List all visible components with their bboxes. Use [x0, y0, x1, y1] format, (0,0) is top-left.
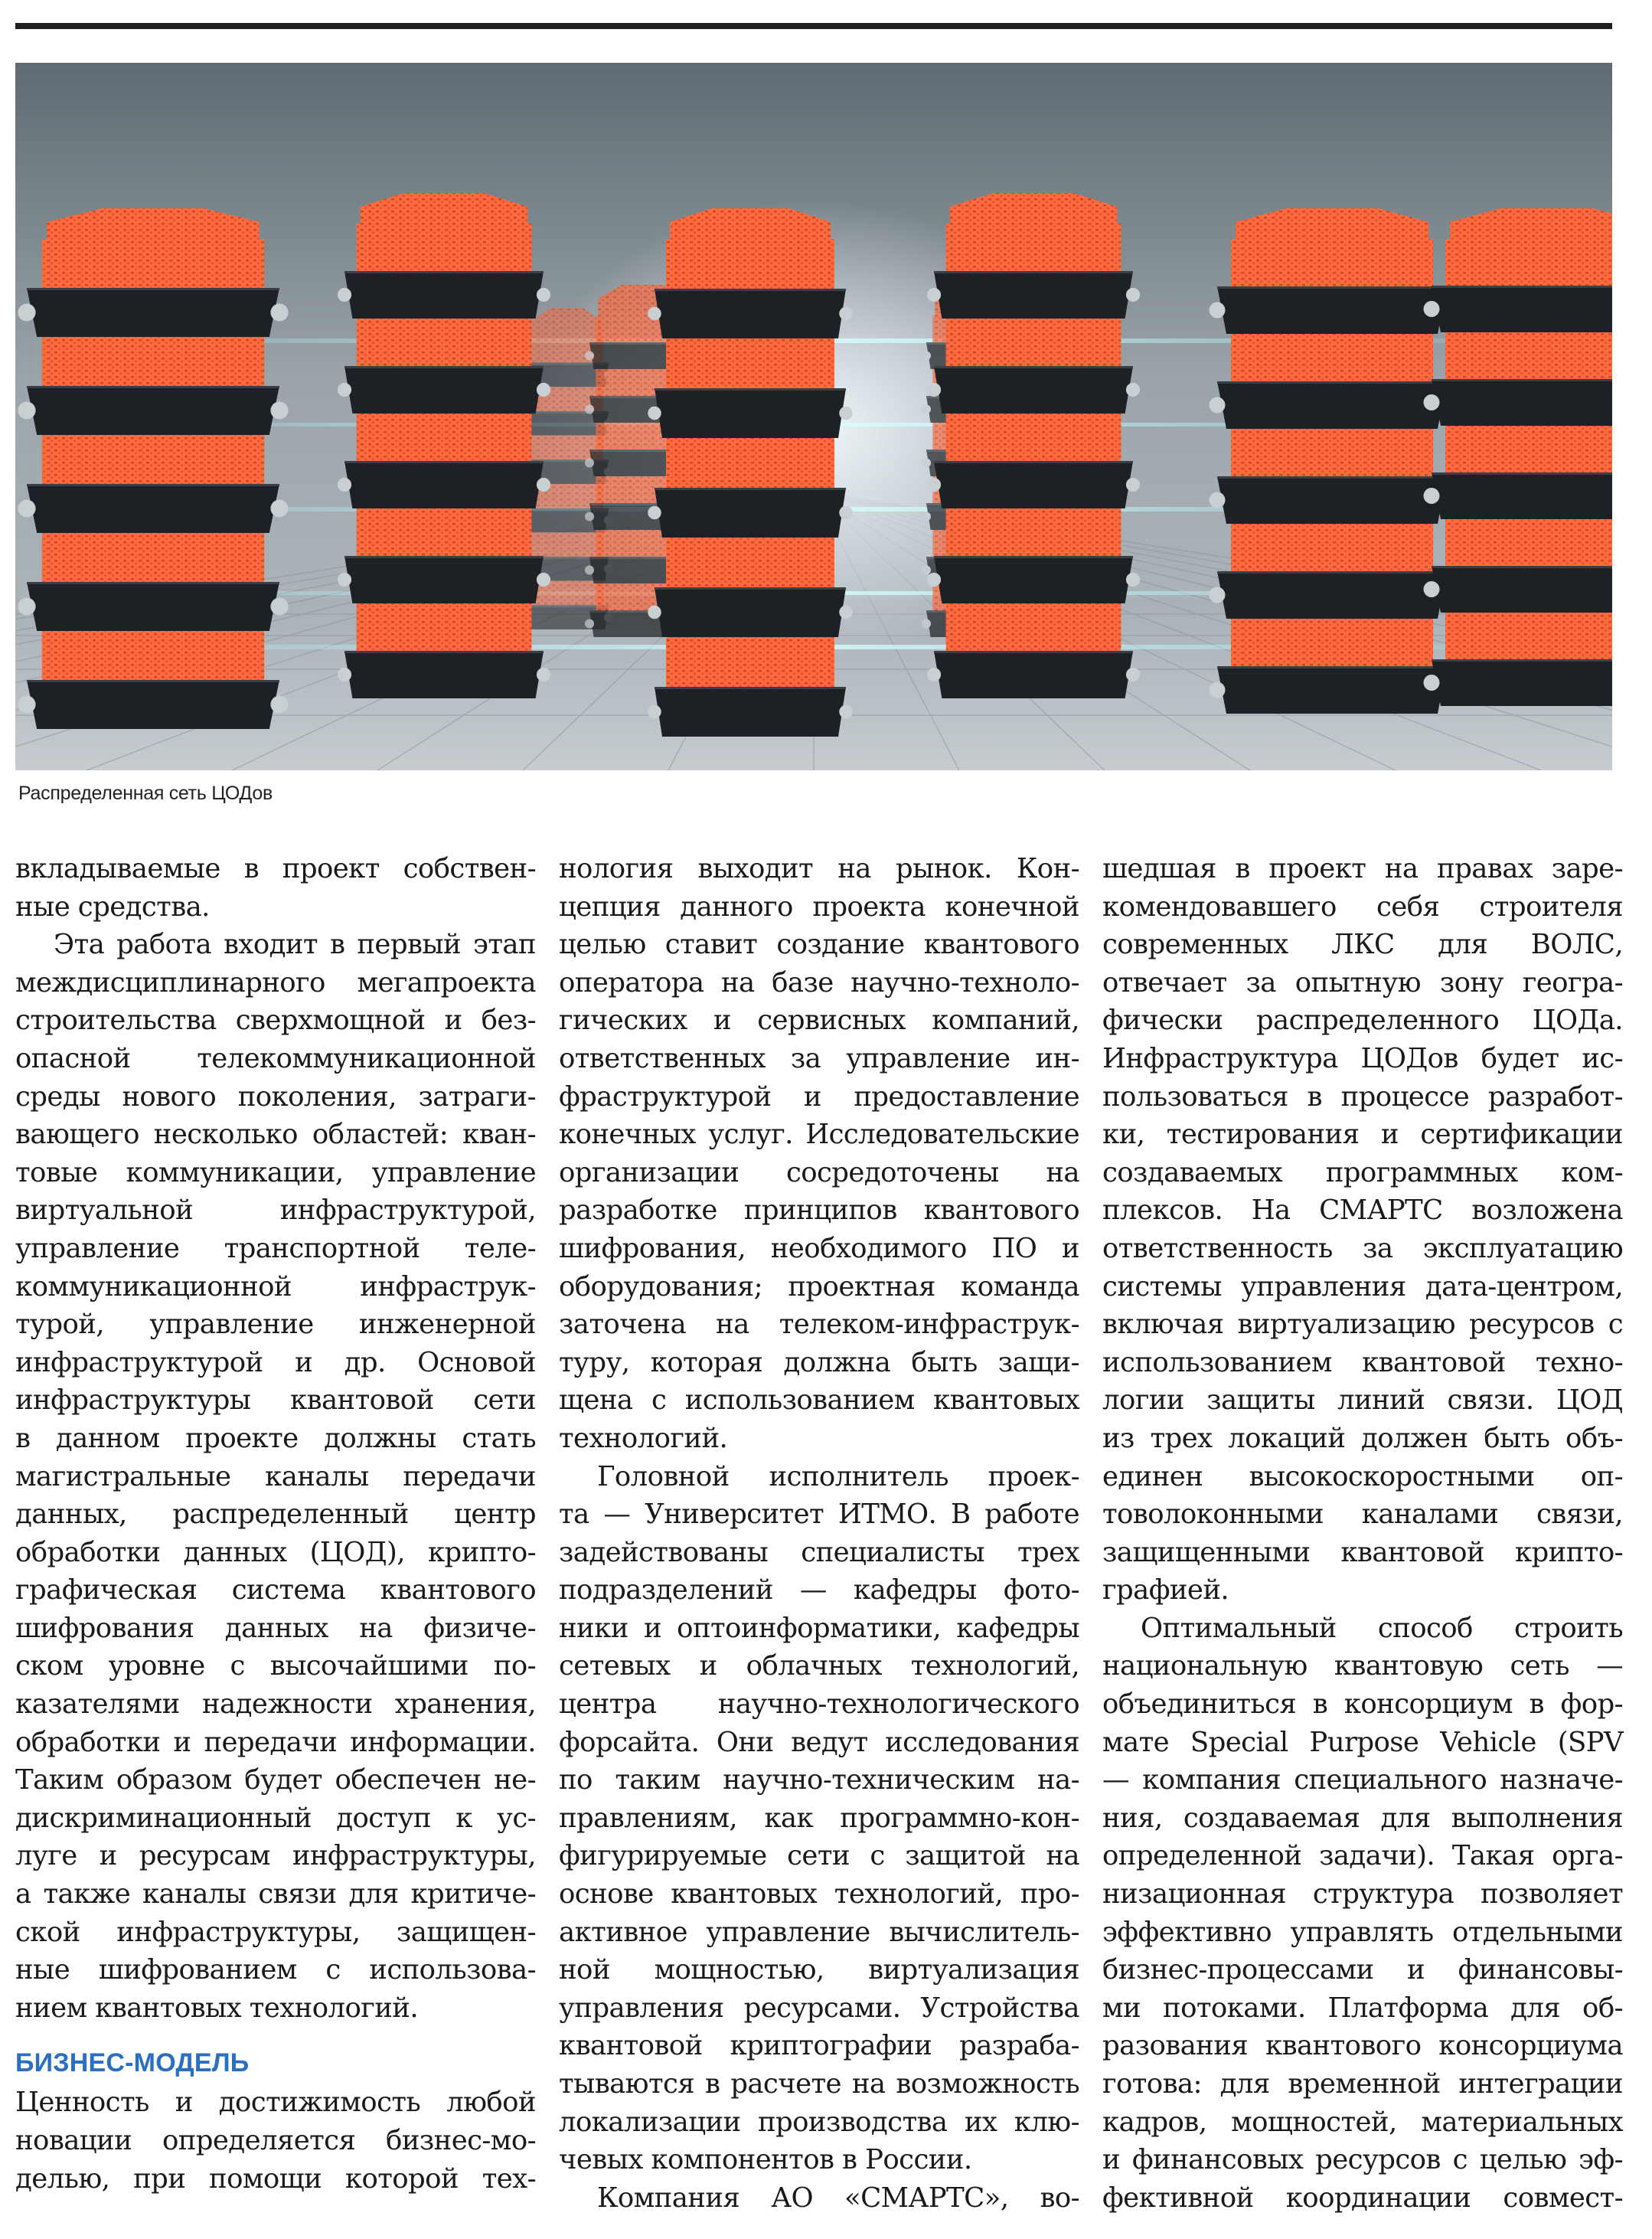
text-line: организации сосредоточены на	[559, 1156, 1079, 1188]
text-line: нием квантовых технологий.	[15, 1992, 419, 2024]
text-line: чевых компонентов в России.	[559, 2144, 972, 2176]
text-line: туру, которая должна быть защи-	[559, 1346, 1079, 1378]
text-line: обработки и передачи информации.	[15, 1726, 536, 1758]
top-rule	[15, 23, 1612, 29]
text-line: единен высокоскоростными оп-	[1102, 1460, 1623, 1492]
text-line: Инфраструктура ЦОДов будет ис-	[1102, 1042, 1623, 1074]
text-line: шифрования данных на физиче-	[15, 1612, 536, 1644]
text-line: и финансовых ресурсов с целью эф-	[1102, 2144, 1623, 2176]
text-line: ные шифрованием с использова-	[15, 1954, 536, 1986]
text-line: мате Special Purpose Vehicle (SPV	[1102, 1726, 1623, 1758]
text-line: управления ресурсами. Устройства	[559, 1992, 1079, 2024]
text-line: среды нового поколения, затраги-	[15, 1080, 536, 1113]
text-line: Эта работа входит в первый этап	[54, 929, 536, 961]
text-line: бизнес-процессами и финансовы-	[1102, 1954, 1623, 1986]
paragraph	[559, 2179, 1079, 2218]
text-line: опасной телекоммуникационной	[15, 1042, 536, 1074]
text-line: фективной координации совмест-	[1102, 2182, 1623, 2214]
paragraph	[15, 926, 536, 2027]
text-line: делью, при помощи которой тех-	[15, 2162, 536, 2195]
text-line: низационная структура позволяет	[1102, 1878, 1623, 1911]
text-line: ответственных за управление ин-	[559, 1042, 1079, 1074]
text-line: строительства сверхмощной и без-	[15, 1005, 536, 1037]
text-line: фигурируемые сети с защитой на	[559, 1840, 1079, 1872]
text-line: комендовавшего себя строителя	[1102, 891, 1623, 923]
text-line: графией.	[1102, 1574, 1229, 1607]
text-line: оператора на базе научно-техноло-	[559, 966, 1079, 999]
text-line: активное управление вычислитель-	[559, 1916, 1079, 1948]
text-line: отвечает за опытную зону геогра-	[1102, 966, 1623, 999]
text-line: ной мощностью, виртуализация	[559, 1954, 1079, 1986]
text-line: фраструктурой и предоставление	[559, 1080, 1079, 1113]
section-heading: БИЗНЕС-МОДЕЛЬ	[15, 2048, 250, 2078]
text-line: центра научно-технологического	[559, 1688, 1079, 1721]
paragraph	[15, 2084, 536, 2198]
text-line: та — Университет ИТМО. В работе	[559, 1499, 1079, 1531]
text-line: сетевых и облачных технологий,	[559, 1650, 1079, 1682]
data-center-illustration	[15, 63, 1612, 770]
text-line: луге и ресурсам инфраструктуры,	[15, 1840, 536, 1872]
text-line: вающего несколько областей: кван-	[15, 1119, 536, 1151]
text-line: коммуникационной инфраструк-	[15, 1270, 536, 1303]
text-line: ки, тестирования и сертификации	[1102, 1119, 1623, 1151]
text-line: Ценность и достижимость любой	[15, 2087, 536, 2119]
text-line: нология выходит на рынок. Кон-	[559, 853, 1079, 884]
text-line: графическая система квантового	[15, 1574, 536, 1607]
text-line: а также каналы связи для критиче-	[15, 1878, 536, 1911]
photo-caption: Распределенная сеть ЦОДов	[18, 783, 273, 804]
server-tower	[338, 193, 550, 698]
column-2	[559, 850, 1079, 2217]
text-line: Головной исполнитель проек-	[597, 1460, 1079, 1492]
text-line: ской инфраструктуры, защищен-	[15, 1916, 536, 1948]
text-line: защищенными квантовой крипто-	[1102, 1536, 1623, 1568]
text-line: инфраструктуры квантовой сети	[15, 1384, 536, 1417]
text-line: разработке принципов квантового	[559, 1195, 1079, 1227]
paragraph	[559, 850, 1079, 1458]
text-line: междисциплинарного мегапроекта	[15, 966, 536, 999]
text-line: локализации производства их клю-	[559, 2106, 1079, 2138]
text-line: Таким образом будет обеспечен не-	[15, 1764, 536, 1796]
text-line: ные средства.	[15, 891, 210, 923]
text-line: дискриминационный доступ к ус-	[15, 1802, 536, 1834]
text-line: форсайта. Они ведут исследования	[559, 1726, 1079, 1758]
text-line: включая виртуализацию ресурсов с	[1102, 1309, 1623, 1341]
text-line: квантовой криптографии разраба-	[559, 2030, 1079, 2062]
text-line: инфраструктурой и др. Основой	[15, 1346, 536, 1378]
text-line: эффективно управлять отдельными	[1102, 1916, 1623, 1948]
text-line: ском уровне с высочайшими по-	[15, 1650, 536, 1682]
text-line: данных, распределенный центр	[15, 1499, 536, 1531]
text-line: виртуальной инфраструктурой,	[15, 1195, 536, 1227]
text-line: товолоконными каналами связи,	[1102, 1499, 1623, 1531]
text-line: цепция данного проекта конечной	[559, 891, 1079, 923]
text-line: разования квантового консорциума	[1102, 2030, 1623, 2062]
text-line: шифрования, необходимого ПО и	[559, 1232, 1079, 1264]
text-line: казателями надежности хранения,	[15, 1688, 536, 1721]
text-line: магистральные каналы передачи	[15, 1460, 536, 1492]
paragraph	[559, 1458, 1079, 2179]
text-line: определенной задачи). Такая орга-	[1102, 1840, 1623, 1872]
text-line: шедшая в проект на правах заре-	[1102, 853, 1623, 884]
server-tower	[18, 208, 288, 729]
paragraph	[1102, 1610, 1623, 2218]
text-line: вкладываемые в проект собствен-	[15, 853, 536, 884]
server-towers-photo	[15, 63, 1612, 770]
text-line: — компания специального назначе-	[1102, 1764, 1623, 1796]
text-line: из трех локаций должен быть объ-	[1102, 1422, 1623, 1454]
text-line: заточена на телеком-инфраструк-	[559, 1309, 1079, 1341]
text-line: логии защиты линий связи. ЦОД	[1102, 1384, 1623, 1417]
text-line: Оптимальный способ строить	[1141, 1612, 1623, 1644]
text-line: ники и оптоинформатики, кафедры	[559, 1612, 1079, 1644]
text-line: гических и сервисных компаний,	[559, 1005, 1079, 1037]
text-line: обработки данных (ЦОД), крипто-	[15, 1536, 536, 1568]
text-line: ответственность за эксплуатацию	[1102, 1232, 1623, 1264]
text-line: национальную квантовую сеть —	[1102, 1650, 1623, 1682]
text-line: новации определяется бизнес-мо-	[15, 2125, 536, 2156]
text-line: конечных услуг. Исследовательские	[559, 1119, 1079, 1151]
text-line: оборудования; проектная команда	[559, 1270, 1079, 1303]
text-line: Компания АО «СМАРТС», во-	[597, 2182, 1079, 2214]
text-line: технологий.	[559, 1422, 728, 1454]
text-line: подразделений — кафедры фото-	[559, 1574, 1079, 1607]
text-line: системы управления дата-центром,	[1102, 1270, 1623, 1303]
text-line: основе квантовых технологий, про-	[559, 1878, 1079, 1911]
text-line: фически распределенного ЦОДа.	[1102, 1005, 1623, 1037]
text-line: тываются в расчете на возможность	[559, 2068, 1079, 2100]
text-line: правлениям, как программно-кон-	[559, 1802, 1079, 1834]
text-line: щена с использованием квантовых	[559, 1384, 1079, 1417]
column-3	[1102, 850, 1623, 2217]
text-line: в данном проекте должны стать	[15, 1422, 536, 1454]
paragraph	[15, 850, 536, 926]
server-tower	[1424, 208, 1613, 706]
text-line: по таким научно-техническим на-	[559, 1764, 1079, 1796]
text-line: товые коммуникации, управление	[15, 1156, 536, 1188]
text-line: объединиться в консорциум в фор-	[1102, 1688, 1623, 1721]
text-line: пользоваться в процессе разработ-	[1102, 1080, 1623, 1113]
text-line: создаваемых программных ком-	[1102, 1156, 1623, 1188]
text-line: турой, управление инженерной	[15, 1309, 536, 1341]
server-tower	[927, 193, 1140, 698]
text-line: задействованы специалисты трех	[559, 1536, 1079, 1568]
server-tower	[1210, 208, 1455, 714]
text-line: плексов. На СМАРТС возложена	[1102, 1195, 1623, 1227]
text-line: ния, создаваемая для выполнения	[1102, 1802, 1623, 1834]
text-line: использованием квантовой техно-	[1102, 1346, 1623, 1378]
text-line: кадров, мощностей, материальных	[1102, 2106, 1623, 2138]
text-line: ми потоками. Платформа для об-	[1102, 1992, 1623, 2024]
column-1	[15, 850, 536, 2198]
text-line: управление транспортной теле-	[15, 1232, 536, 1264]
text-line: целью ставит создание квантового	[559, 929, 1079, 961]
server-tower	[648, 208, 853, 737]
text-line: готова: для временной интеграции	[1102, 2068, 1623, 2100]
paragraph	[1102, 850, 1623, 1610]
text-line: современных ЛКС для ВОЛС,	[1102, 929, 1623, 961]
